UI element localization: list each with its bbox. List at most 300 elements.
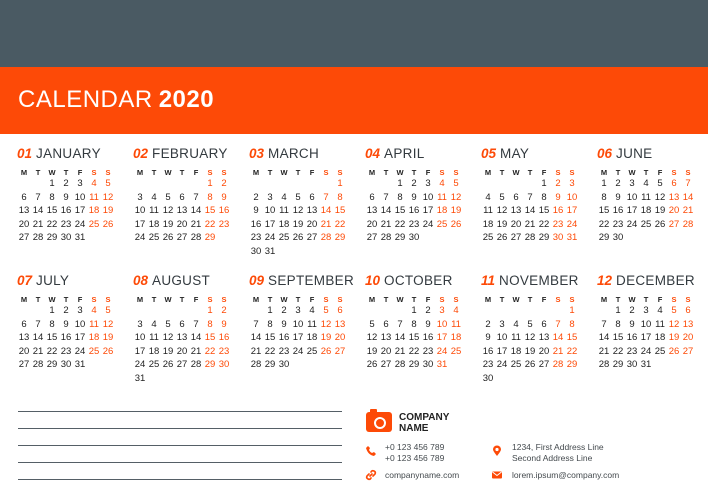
- day-cell: 27: [18, 232, 30, 244]
- month-header: [133, 273, 245, 289]
- weekday-label: S: [221, 295, 227, 304]
- notes-line: [18, 428, 342, 429]
- day-cell: 14: [32, 205, 44, 217]
- weekday-label: T: [411, 295, 417, 304]
- day-cell: 27: [306, 232, 318, 244]
- weekday-label: S: [555, 168, 561, 177]
- day-cell: 8: [337, 191, 343, 203]
- company-name: COMPANY NAME: [399, 412, 450, 434]
- day-cell: 1: [411, 305, 417, 316]
- day-cell: 21: [524, 218, 536, 230]
- day-cell: 16: [626, 332, 638, 344]
- day-cell: 18: [278, 218, 290, 230]
- day-cell: 3: [569, 178, 575, 189]
- day-cell: 15: [598, 205, 610, 217]
- day-cell: 13: [538, 332, 550, 344]
- day-cell: 4: [91, 178, 97, 189]
- day-cell: 2: [411, 178, 417, 189]
- day-cell: 9: [411, 191, 417, 203]
- day-cell: 29: [394, 232, 406, 244]
- day-cell: 12: [654, 191, 666, 203]
- month-may: [481, 146, 593, 244]
- day-cell: 21: [682, 205, 694, 217]
- day-cell: 6: [179, 191, 185, 203]
- weekday-label: S: [91, 295, 97, 304]
- day-cell: 15: [264, 332, 276, 344]
- day-cell: 17: [626, 205, 638, 217]
- day-cell: 30: [482, 373, 494, 384]
- day-cell: 2: [555, 178, 561, 189]
- day-cell: 14: [250, 332, 262, 344]
- day-cell: 18: [148, 218, 160, 230]
- day-cell: 1: [207, 178, 213, 189]
- day-grid: [481, 166, 593, 262]
- day-cell: 20: [668, 205, 680, 217]
- day-cell: 14: [682, 191, 694, 203]
- day-cell: 19: [496, 218, 508, 230]
- weekday-label: F: [657, 295, 663, 304]
- website-link[interactable]: companyname.com: [385, 470, 460, 480]
- day-cell: 3: [499, 318, 505, 330]
- address-line-1: 1234, First Address Line: [512, 442, 604, 452]
- day-cell: 14: [598, 332, 610, 344]
- month-number: 07: [17, 273, 33, 288]
- day-cell: 4: [151, 318, 157, 330]
- day-cell: 23: [218, 218, 230, 230]
- day-cell: 1: [397, 178, 403, 189]
- day-cell: 30: [218, 359, 230, 371]
- day-cell: 26: [668, 345, 680, 357]
- day-cell: 17: [264, 218, 276, 230]
- day-cell: 16: [422, 332, 434, 344]
- month-april: [365, 146, 477, 244]
- day-cell: 16: [250, 218, 262, 230]
- month-name: JULY: [36, 273, 70, 288]
- day-cell: 16: [612, 205, 624, 217]
- day-cell: 27: [538, 359, 550, 371]
- day-cell: 1: [49, 178, 55, 189]
- weekday-label: T: [527, 168, 533, 177]
- day-cell: 8: [569, 318, 575, 330]
- weekday-label: S: [105, 295, 111, 304]
- day-cell: 17: [74, 205, 86, 217]
- day-cell: 4: [309, 305, 315, 316]
- day-cell: 27: [18, 359, 30, 371]
- day-cell: 31: [74, 232, 86, 244]
- weekday-label: F: [309, 168, 315, 177]
- day-cell: 1: [337, 178, 343, 189]
- day-cell: 19: [292, 218, 304, 230]
- day-cell: 30: [408, 232, 420, 244]
- day-cell: 6: [671, 178, 677, 189]
- day-cell: 20: [682, 332, 694, 344]
- day-cell: 20: [510, 218, 522, 230]
- day-cell: 6: [337, 305, 343, 316]
- day-cell: 6: [21, 318, 27, 330]
- day-cell: 21: [190, 218, 202, 230]
- day-cell: 11: [451, 318, 461, 330]
- day-grid: [597, 293, 708, 389]
- month-number: 01: [17, 146, 33, 161]
- day-cell: 28: [190, 232, 202, 244]
- day-cell: 15: [394, 205, 406, 217]
- day-cell: 5: [527, 318, 533, 330]
- day-cell: 10: [496, 332, 508, 344]
- day-cell: 3: [77, 178, 83, 189]
- month-september: [249, 273, 361, 371]
- day-cell: 4: [91, 305, 97, 316]
- weekday-label: S: [91, 168, 97, 177]
- day-cell: 22: [46, 345, 58, 357]
- day-cell: 6: [541, 318, 547, 330]
- day-cell: 24: [566, 218, 578, 230]
- day-cell: 3: [137, 318, 143, 330]
- weekday-label: T: [267, 168, 273, 177]
- day-cell: 18: [510, 345, 522, 357]
- day-cell: 21: [320, 218, 332, 230]
- day-cell: 28: [394, 359, 406, 371]
- month-header: [481, 146, 593, 162]
- weekday-label: S: [439, 168, 445, 177]
- weekday-label: S: [685, 295, 691, 304]
- month-header: [365, 146, 477, 162]
- day-cell: 2: [63, 178, 69, 189]
- day-cell: 31: [566, 232, 578, 244]
- day-cell: 12: [162, 205, 174, 217]
- day-cell: 21: [32, 218, 44, 230]
- day-cell: 14: [394, 332, 406, 344]
- day-cell: 3: [295, 305, 301, 316]
- day-grid: [597, 166, 708, 262]
- day-cell: 25: [510, 359, 522, 371]
- day-cell: 22: [566, 345, 578, 357]
- day-cell: 19: [102, 332, 114, 344]
- day-grid: [17, 293, 129, 389]
- day-cell: 28: [32, 359, 44, 371]
- weekday-label: M: [252, 168, 260, 177]
- day-cell: 24: [134, 359, 146, 371]
- day-cell: 28: [380, 232, 392, 244]
- day-cell: 12: [320, 318, 332, 330]
- day-grid: [249, 166, 361, 262]
- day-cell: 20: [538, 345, 550, 357]
- day-cell: 7: [35, 191, 41, 203]
- day-cell: 5: [165, 318, 171, 330]
- day-cell: 8: [49, 191, 55, 203]
- day-cell: 9: [221, 191, 227, 203]
- weekday-label: F: [309, 295, 315, 304]
- day-cell: 14: [524, 205, 536, 217]
- weekday-label: T: [179, 168, 185, 177]
- day-cell: 17: [74, 332, 86, 344]
- month-header: [597, 146, 708, 162]
- month-header: [249, 273, 361, 289]
- day-cell: 9: [63, 191, 69, 203]
- day-grid: [481, 293, 593, 389]
- day-cell: 25: [436, 218, 448, 230]
- day-cell: 11: [483, 205, 493, 217]
- day-cell: 26: [450, 218, 462, 230]
- weekday-label: T: [267, 295, 273, 304]
- day-cell: 19: [654, 205, 666, 217]
- day-cell: 15: [204, 205, 216, 217]
- month-number: 02: [133, 146, 149, 161]
- day-cell: 7: [527, 191, 533, 203]
- weekday-label: W: [280, 295, 288, 304]
- day-cell: 28: [190, 359, 202, 371]
- weekday-label: F: [77, 295, 83, 304]
- day-cell: 16: [552, 205, 564, 217]
- weekday-label: S: [671, 295, 677, 304]
- day-cell: 15: [46, 205, 58, 217]
- day-cell: 18: [450, 332, 462, 344]
- day-cell: 18: [654, 332, 666, 344]
- weekday-label: S: [337, 168, 343, 177]
- day-cell: 28: [32, 232, 44, 244]
- day-cell: 13: [668, 191, 680, 203]
- day-cell: 24: [74, 345, 86, 357]
- day-cell: 25: [148, 359, 160, 371]
- day-cell: 26: [654, 218, 666, 230]
- day-cell: 1: [541, 178, 547, 189]
- day-cell: 30: [250, 246, 262, 257]
- weekday-label: W: [628, 168, 636, 177]
- day-cell: 6: [309, 191, 315, 203]
- day-cell: 19: [524, 345, 536, 357]
- day-cell: 14: [32, 332, 44, 344]
- month-name: JUNE: [616, 146, 653, 161]
- day-cell: 20: [18, 345, 30, 357]
- day-cell: 13: [176, 205, 188, 217]
- day-cell: 7: [383, 191, 389, 203]
- day-cell: 5: [453, 178, 459, 189]
- weekday-label: W: [280, 168, 288, 177]
- day-cell: 5: [369, 318, 375, 330]
- day-cell: 5: [499, 191, 505, 203]
- day-cell: 30: [278, 359, 290, 371]
- day-cell: 16: [218, 332, 230, 344]
- weekday-label: T: [643, 295, 649, 304]
- weekday-label: T: [63, 295, 69, 304]
- day-cell: 31: [264, 246, 276, 257]
- location-pin-icon: [491, 445, 503, 457]
- weekday-label: M: [484, 168, 492, 177]
- day-cell: 30: [60, 359, 72, 371]
- day-cell: 24: [626, 218, 638, 230]
- day-cell: 3: [77, 305, 83, 316]
- day-cell: 27: [668, 218, 680, 230]
- day-cell: 16: [60, 205, 72, 217]
- day-cell: 26: [102, 345, 114, 357]
- day-cell: 24: [496, 359, 508, 371]
- day-cell: 6: [685, 305, 691, 316]
- camera-icon: [366, 412, 392, 432]
- day-cell: 13: [510, 205, 522, 217]
- day-cell: 31: [436, 359, 448, 371]
- day-cell: 27: [176, 232, 188, 244]
- month-march: [249, 146, 361, 257]
- day-cell: 6: [513, 191, 519, 203]
- weekday-label: F: [425, 295, 431, 304]
- top-band: [0, 0, 708, 67]
- day-cell: 29: [408, 359, 420, 371]
- month-name: MARCH: [268, 146, 320, 161]
- day-cell: 1: [49, 305, 55, 316]
- day-cell: 17: [134, 218, 146, 230]
- day-cell: 5: [323, 305, 329, 316]
- day-cell: 22: [408, 345, 420, 357]
- day-cell: 15: [204, 332, 216, 344]
- weekday-label: W: [48, 168, 56, 177]
- month-number: 08: [133, 273, 149, 288]
- weekday-label: T: [63, 168, 69, 177]
- month-number: 10: [365, 273, 381, 288]
- day-cell: 26: [162, 232, 174, 244]
- day-cell: 9: [63, 318, 69, 330]
- day-cell: 5: [105, 178, 111, 189]
- weekday-label: F: [77, 168, 83, 177]
- day-cell: 23: [422, 345, 434, 357]
- day-cell: 12: [162, 332, 174, 344]
- email-link[interactable]: lorem.ipsum@company.com: [512, 470, 620, 480]
- day-cell: 8: [207, 318, 213, 330]
- day-cell: 22: [538, 218, 550, 230]
- day-cell: 27: [510, 232, 522, 244]
- month-december: [597, 273, 708, 371]
- month-name: OCTOBER: [384, 273, 453, 288]
- day-cell: 9: [221, 318, 227, 330]
- day-grid: [249, 293, 361, 389]
- day-cell: 4: [439, 178, 445, 189]
- month-october: [365, 273, 477, 371]
- day-cell: 23: [626, 345, 638, 357]
- day-cell: 25: [640, 218, 652, 230]
- day-cell: 17: [436, 332, 448, 344]
- day-cell: 12: [524, 332, 536, 344]
- weekday-label: S: [453, 295, 459, 304]
- weekday-label: M: [136, 168, 144, 177]
- day-cell: 6: [383, 318, 389, 330]
- phone-primary: +0 123 456 789: [385, 442, 445, 452]
- day-cell: 29: [204, 232, 216, 244]
- day-cell: 10: [264, 205, 276, 217]
- weekday-label: S: [439, 295, 445, 304]
- day-cell: 25: [482, 232, 494, 244]
- month-header: [17, 273, 129, 289]
- day-cell: 20: [18, 218, 30, 230]
- day-cell: 24: [436, 345, 448, 357]
- weekday-label: M: [368, 295, 376, 304]
- day-cell: 7: [253, 318, 259, 330]
- weekday-label: W: [512, 295, 520, 304]
- month-header: [597, 273, 708, 289]
- link-icon: [365, 469, 377, 481]
- day-cell: 15: [46, 332, 58, 344]
- weekday-label: F: [193, 295, 199, 304]
- day-cell: 28: [250, 359, 262, 371]
- weekday-label: W: [164, 168, 172, 177]
- weekday-label: T: [151, 168, 157, 177]
- month-header: [481, 273, 593, 289]
- notes-line: [18, 411, 342, 412]
- day-cell: 3: [629, 178, 635, 189]
- day-cell: 4: [513, 318, 519, 330]
- weekday-label: T: [615, 168, 621, 177]
- weekday-label: M: [252, 295, 260, 304]
- weekday-label: T: [499, 295, 505, 304]
- weekday-label: S: [323, 168, 329, 177]
- weekday-label: T: [295, 168, 301, 177]
- day-cell: 15: [538, 205, 550, 217]
- weekday-label: S: [555, 295, 561, 304]
- day-cell: 4: [151, 191, 157, 203]
- weekday-label: S: [207, 295, 213, 304]
- day-cell: 20: [334, 332, 346, 344]
- weekday-label: S: [207, 168, 213, 177]
- weekday-label: M: [20, 168, 28, 177]
- weekday-label: S: [453, 168, 459, 177]
- month-number: 11: [481, 273, 496, 288]
- month-number: 03: [249, 146, 265, 161]
- day-cell: 30: [552, 232, 564, 244]
- weekday-label: T: [643, 168, 649, 177]
- day-cell: 4: [281, 191, 287, 203]
- weekday-label: T: [35, 168, 41, 177]
- day-cell: 8: [541, 191, 547, 203]
- day-cell: 29: [566, 359, 578, 371]
- day-cell: 7: [323, 191, 329, 203]
- day-cell: 2: [253, 191, 259, 203]
- day-cell: 14: [380, 205, 392, 217]
- day-cell: 21: [32, 345, 44, 357]
- title-year: 2020: [158, 86, 215, 113]
- day-cell: 11: [641, 191, 651, 203]
- day-cell: 24: [74, 218, 86, 230]
- day-cell: 29: [334, 232, 346, 244]
- day-cell: 2: [63, 305, 69, 316]
- day-cell: 11: [307, 318, 317, 330]
- day-cell: 29: [612, 359, 624, 371]
- weekday-label: F: [657, 168, 663, 177]
- day-cell: 13: [334, 318, 346, 330]
- month-number: 09: [249, 273, 265, 288]
- day-cell: 21: [394, 345, 406, 357]
- day-cell: 1: [207, 305, 213, 316]
- notes-line: [18, 479, 342, 480]
- day-cell: 3: [425, 178, 431, 189]
- day-cell: 23: [408, 218, 420, 230]
- day-cell: 18: [88, 332, 100, 344]
- day-cell: 29: [46, 359, 58, 371]
- day-cell: 19: [102, 205, 114, 217]
- day-cell: 13: [18, 205, 30, 217]
- day-cell: 22: [598, 218, 610, 230]
- day-cell: 10: [74, 318, 86, 330]
- month-name: NOVEMBER: [499, 273, 579, 288]
- day-cell: 11: [89, 318, 99, 330]
- day-cell: 12: [102, 318, 114, 330]
- day-cell: 11: [149, 205, 159, 217]
- day-cell: 23: [250, 232, 262, 244]
- day-cell: 30: [422, 359, 434, 371]
- day-cell: 17: [566, 205, 578, 217]
- day-cell: 3: [643, 305, 649, 316]
- day-cell: 24: [640, 345, 652, 357]
- day-cell: 24: [422, 218, 434, 230]
- day-cell: 19: [162, 218, 174, 230]
- day-cell: 25: [88, 345, 100, 357]
- day-cell: 10: [292, 318, 304, 330]
